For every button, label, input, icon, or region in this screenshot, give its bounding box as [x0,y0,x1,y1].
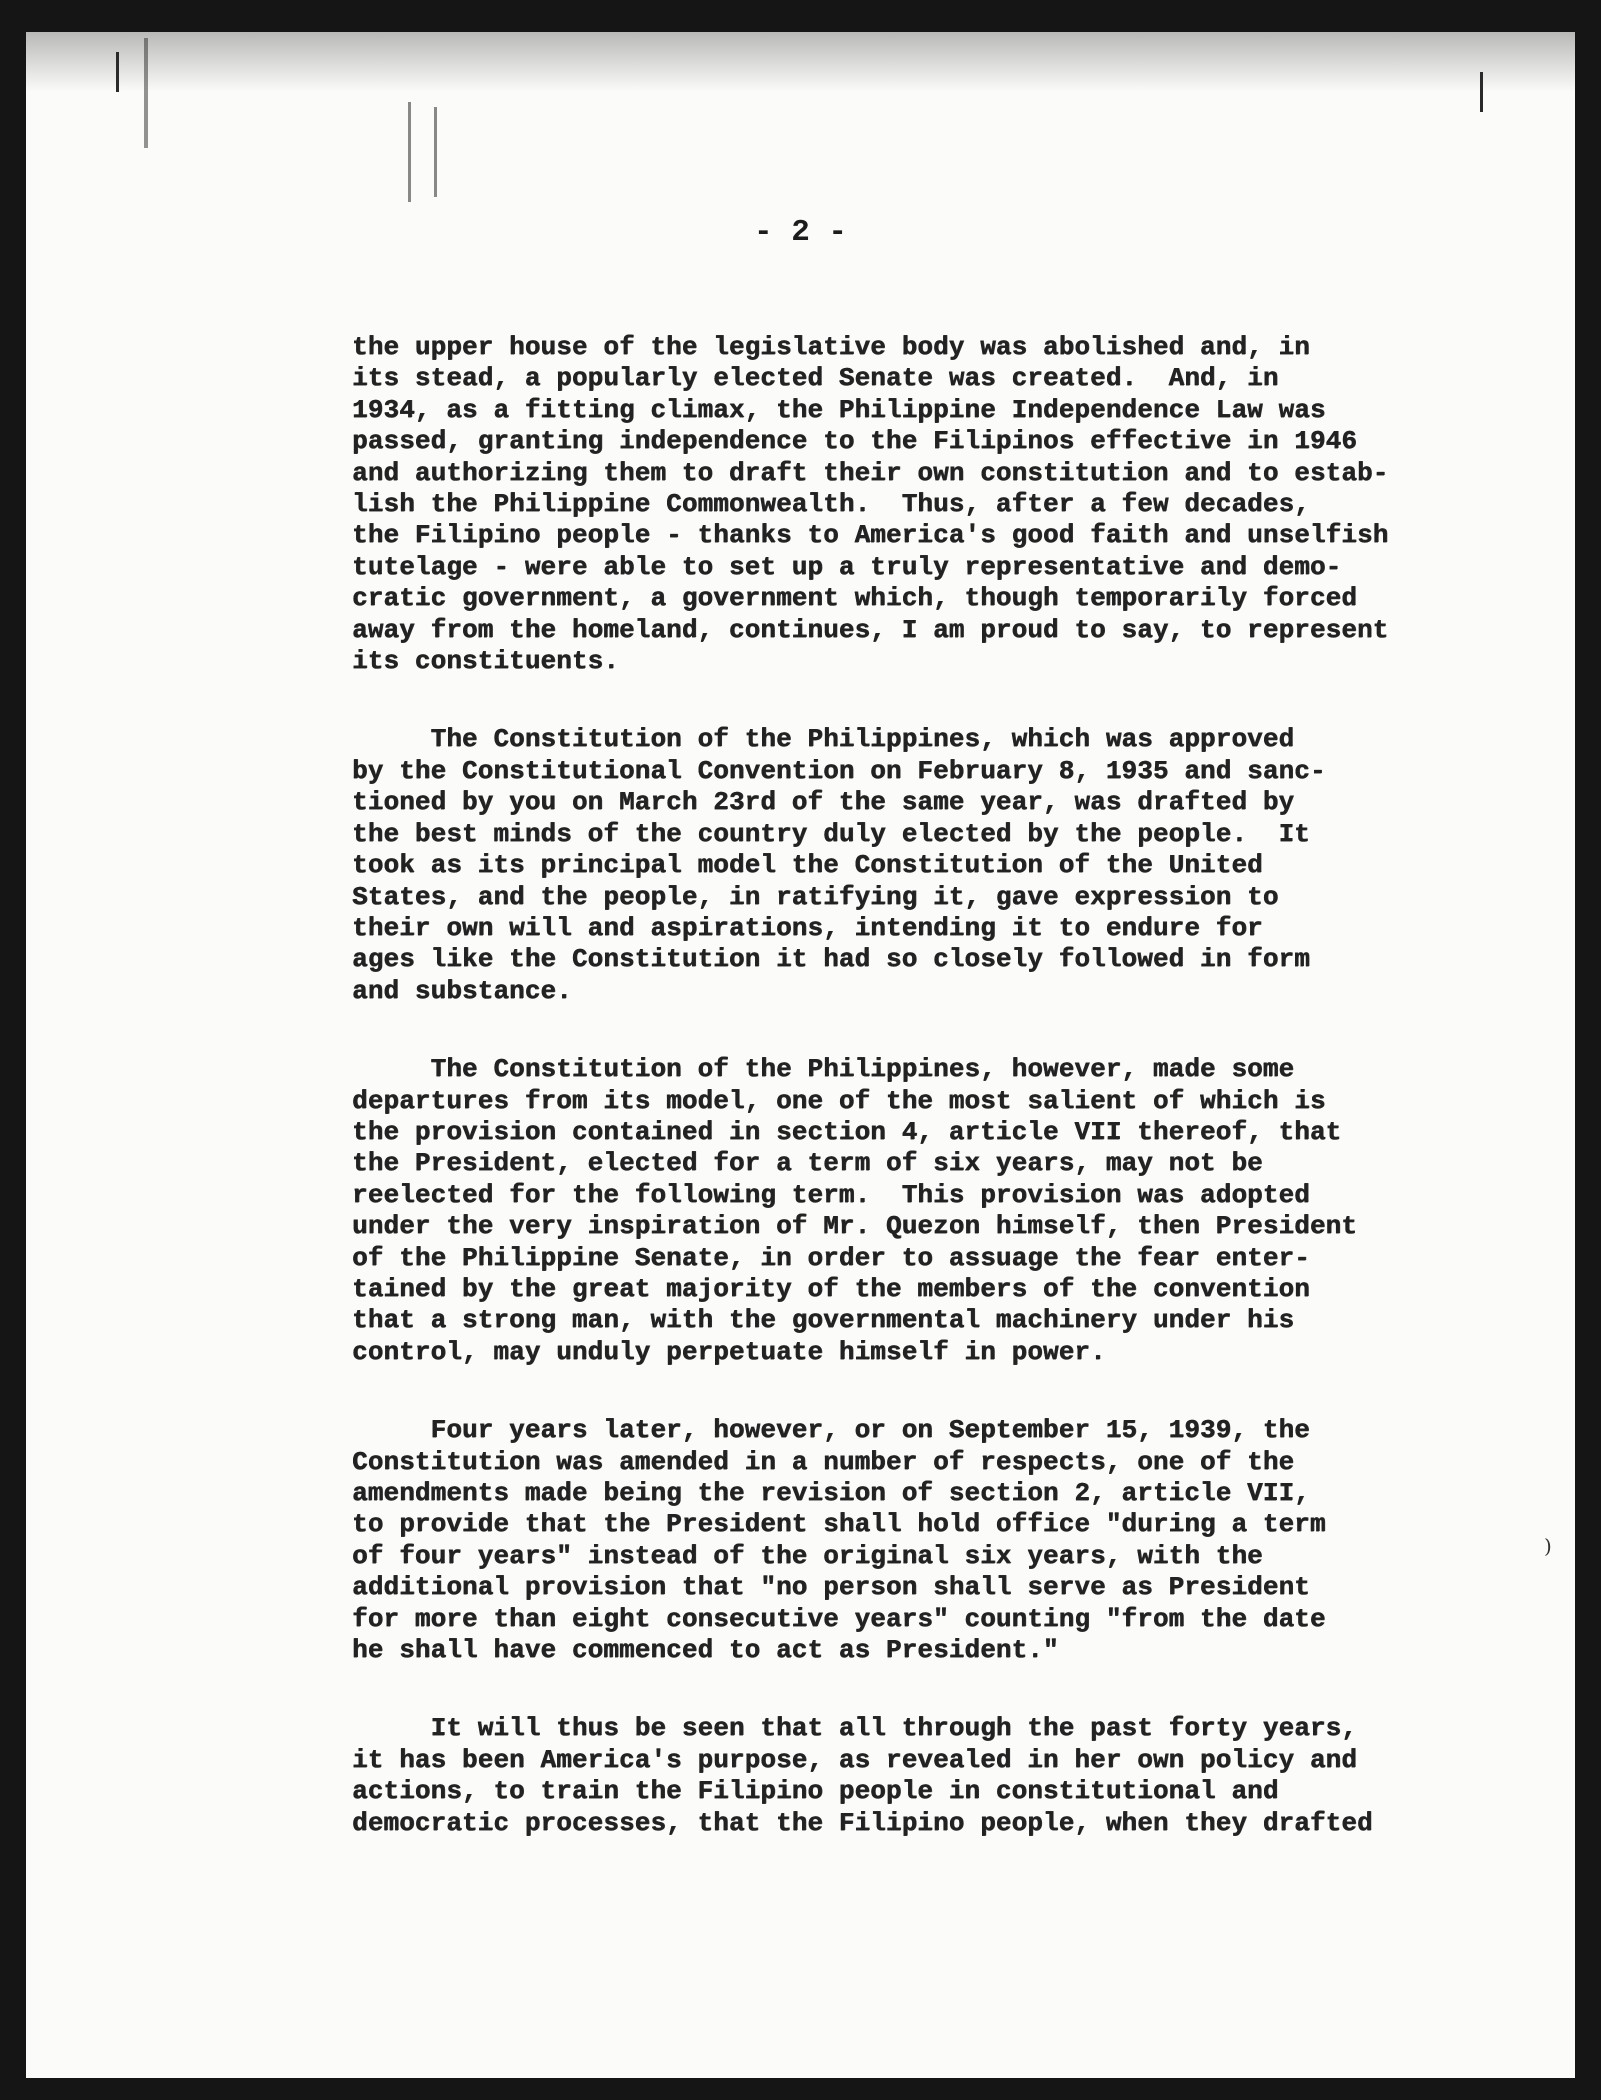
text-line: actions, to train the Filipino people in constitutional and [352,1776,1279,1807]
text-line: ages like the Constitution it had so closely followed in form [352,944,1310,975]
text-line: and substance. [352,975,572,1006]
text-line: tutelage - were able to set up a truly representative and demo- [352,551,1342,582]
text-line: the Filipino people - thanks to America's good faith and unselfish [352,520,1389,551]
scan-edge-shadow [26,32,1575,92]
text-line: The Constitution of the Philippines, however, made some [352,1054,1295,1085]
text-line: amendments made being the revision of section 2, article VII, [352,1478,1310,1508]
text-line: The Constitution of the Philippines, which was approved [352,724,1295,755]
page-number: - 2 - [753,215,847,250]
text-line: and authorizing them to draft their own constitution and to estab- [352,457,1389,488]
text-line: under the very inspiration of Mr. Quezon himself, then President [352,1211,1357,1242]
text-line: States, and the people, in ratifying it, gave expression to [352,881,1279,912]
text-line: tained by the great majority of the members of the convention [352,1273,1310,1304]
scan-mark [1480,72,1483,112]
scan-mark [116,52,119,92]
text-line: 1934, as a fitting climax, the Philippine Independence Law was [352,394,1326,425]
text-line: Constitution was amended in a number of respects, one of the [352,1446,1295,1477]
text-line: its stead, a popularly elected Senate was created. And, in [352,363,1279,394]
text-line: the President, elected for a term of six years, may not be [352,1148,1263,1179]
text-line: its constituents. [352,646,619,677]
text-line: additional provision that "no person shall serve as President [352,1572,1310,1603]
text-line: by the Constitutional Convention on February 8, 1935 and sanc- [352,755,1326,786]
text-line: away from the homeland, continues, I am proud to say, to represent [352,614,1389,645]
text-line: of four years" instead of the original six years, with the [352,1540,1263,1571]
text-line: tioned by you on March 23rd of the same year, was drafted by [352,787,1295,818]
text-line: lish the Philippine Commonwealth. Thus, after a few decades, [352,489,1310,520]
paragraph [352,1054,1472,1368]
typewritten-page [26,32,1575,2078]
paragraph [352,332,1472,677]
scan-mark [408,102,411,202]
text-line: took as its principal model the Constitution of the United [352,850,1263,881]
body-text [352,332,1472,1886]
text-line: of the Philippine Senate, in order to assuage the fear enter- [352,1242,1310,1273]
text-line: the provision contained in section 4, article VII thereof, that [352,1116,1342,1147]
scan-mark [144,38,148,148]
text-line: for more than eight consecutive years" counting "from the date [352,1603,1326,1634]
text-line: departures from its model, one of the most salient of which is [352,1085,1326,1116]
text-line: reelected for the following term. This provision was adopted [352,1179,1310,1210]
text-line: it has been America's purpose, as revealed in her own policy and [352,1744,1357,1775]
text-line: the upper house of the legislative body was abolished and, in [352,332,1310,362]
text-line: he shall have commenced to act as President." [352,1635,1059,1666]
paragraph [352,1415,1472,1666]
text-line: to provide that the President shall hold office "during a term [352,1509,1326,1540]
text-line: the best minds of the country duly elected by the people. It [352,818,1310,849]
margin-mark: ) [1544,1534,1552,1558]
text-line: passed, granting independence to the Filipinos effective in 1946 [352,426,1357,457]
text-line: that a strong man, with the governmental machinery under his [352,1305,1295,1336]
text-line: control, may unduly perpetuate himself in power. [352,1336,1106,1367]
text-line: Four years later, however, or on September 15, 1939, the [352,1415,1310,1446]
paragraph [352,1713,1472,1839]
text-line: their own will and aspirations, intending it to endure for [352,912,1263,943]
paragraph [352,724,1472,1007]
text-line: cratic government, a government which, though temporarily forced [352,583,1357,614]
text-line: democratic processes, that the Filipino people, when they drafted [352,1807,1373,1838]
text-line: It will thus be seen that all through the past forty years, [352,1713,1357,1744]
scan-mark [434,107,437,197]
